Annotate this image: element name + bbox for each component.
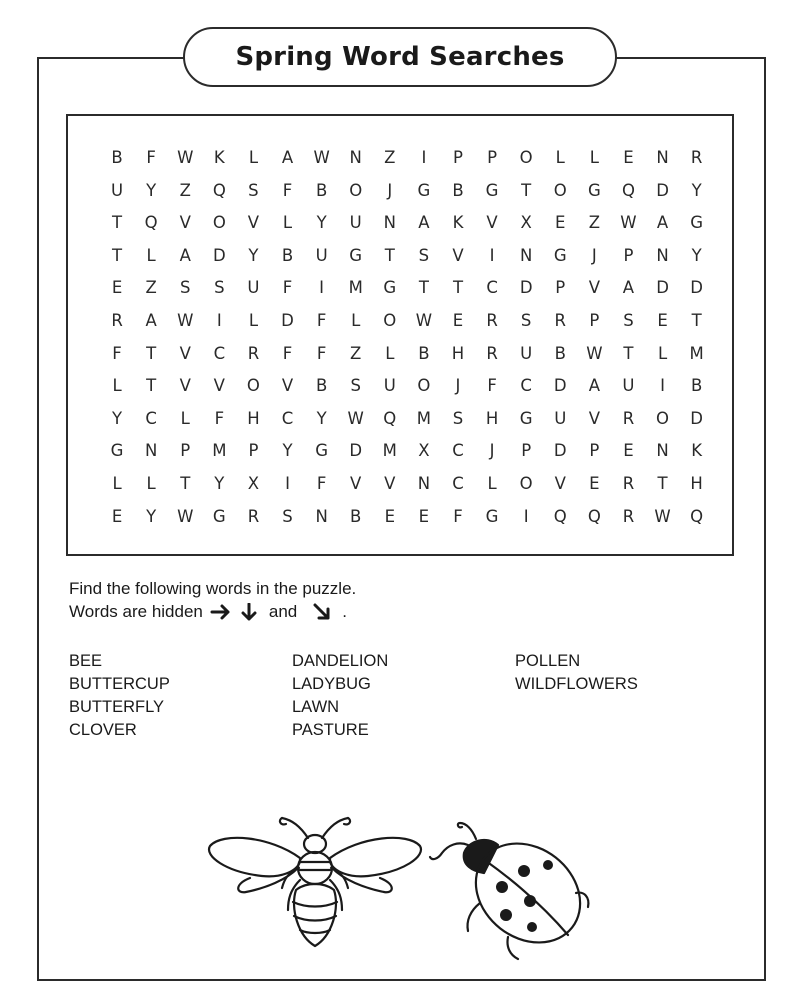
grid-letter: D bbox=[553, 441, 567, 461]
grid-letter: E bbox=[589, 473, 600, 493]
grid-letter: T bbox=[180, 473, 191, 493]
grid-letter: E bbox=[623, 148, 634, 167]
grid-letter: U bbox=[111, 180, 124, 200]
word-item: PASTURE bbox=[292, 721, 369, 739]
grid-letter: Q bbox=[212, 180, 226, 200]
grid-letter: T bbox=[691, 310, 702, 330]
word-item: POLLEN bbox=[515, 652, 581, 670]
grid-letter: X bbox=[520, 213, 532, 233]
grid-letter: Y bbox=[282, 441, 293, 461]
grid-letter: R bbox=[486, 343, 498, 363]
grid-letter: F bbox=[282, 343, 293, 363]
grid-letter: Z bbox=[350, 343, 362, 363]
grid-letter: I bbox=[421, 148, 427, 167]
grid-letter: W bbox=[347, 408, 364, 428]
grid-letter: S bbox=[248, 180, 259, 200]
page-title: Spring Word Searches bbox=[235, 42, 565, 72]
grid-letter: Z bbox=[384, 148, 396, 167]
grid-letter: L bbox=[555, 148, 565, 167]
grid-letter: S bbox=[623, 310, 634, 330]
grid-letter: G bbox=[315, 441, 328, 461]
grid-letter: F bbox=[316, 310, 327, 330]
grid-letter: K bbox=[691, 441, 703, 461]
grid-letter: A bbox=[418, 213, 430, 233]
grid-letter: T bbox=[384, 245, 395, 265]
grid-letter: W bbox=[415, 310, 433, 330]
grid-letter: M bbox=[416, 408, 432, 428]
grid-letter: P bbox=[180, 441, 191, 461]
grid-letter: E bbox=[452, 310, 464, 330]
grid-letter: U bbox=[520, 343, 533, 363]
grid-letter: U bbox=[554, 408, 567, 428]
grid-letter: W bbox=[313, 148, 330, 167]
instructions-line-1: Find the following words in the puzzle. bbox=[69, 579, 357, 598]
grid-letter: M bbox=[348, 278, 363, 298]
grid-letter: A bbox=[588, 376, 600, 396]
grid-letter: X bbox=[247, 473, 260, 493]
grid-letter: B bbox=[452, 180, 464, 200]
grid-letter: F bbox=[282, 180, 293, 200]
grid-letter: C bbox=[452, 473, 464, 493]
grid-letter: Q bbox=[553, 506, 567, 526]
grid-letter: N bbox=[656, 148, 669, 167]
word-item: LADYBUG bbox=[292, 675, 371, 693]
grid-letter: F bbox=[282, 278, 293, 298]
grid-letter: C bbox=[452, 441, 464, 461]
grid-letter: P bbox=[521, 441, 532, 461]
grid-letter: B bbox=[315, 180, 328, 200]
grid-letter: W bbox=[177, 148, 194, 167]
grid-letter: G bbox=[485, 180, 499, 200]
grid-letter: T bbox=[452, 278, 464, 298]
grid-letter: O bbox=[417, 376, 431, 396]
grid-letter: G bbox=[212, 506, 226, 526]
grid-letter: D bbox=[519, 278, 533, 298]
grid-letter: E bbox=[555, 213, 566, 233]
grid-letter: V bbox=[247, 213, 260, 233]
grid-letter: M bbox=[689, 343, 704, 363]
ladybug-illustration bbox=[428, 815, 598, 965]
grid-letter: I bbox=[660, 376, 665, 396]
grid-letter: G bbox=[417, 180, 431, 200]
grid-letter: B bbox=[554, 343, 566, 363]
grid-letter: I bbox=[523, 506, 529, 526]
grid-letter: F bbox=[316, 343, 327, 363]
grid-letter: T bbox=[112, 213, 123, 233]
grid-letter: G bbox=[110, 441, 124, 461]
bee-illustration bbox=[200, 810, 430, 950]
grid-letter: D bbox=[690, 278, 703, 298]
word-list-column-2 bbox=[292, 650, 388, 742]
grid-letter: C bbox=[520, 376, 532, 396]
grid-letter: R bbox=[622, 506, 635, 526]
grid-letter: L bbox=[657, 343, 668, 363]
grid-letter: V bbox=[588, 408, 600, 428]
grid-letter: P bbox=[453, 148, 463, 167]
grid-letter: V bbox=[452, 245, 464, 265]
grid-letter: L bbox=[112, 473, 122, 493]
grid-letter: Y bbox=[214, 473, 225, 493]
grid-letter: C bbox=[213, 343, 226, 363]
arrow-right-icon bbox=[210, 603, 232, 621]
grid-letter: U bbox=[315, 245, 328, 265]
grid-letter: R bbox=[247, 343, 260, 363]
grid-letter: T bbox=[418, 278, 429, 298]
grid-letter: J bbox=[591, 245, 597, 265]
grid-letter: N bbox=[144, 441, 158, 461]
word-item: WILDFLOWERS bbox=[515, 675, 638, 693]
grid-letter: L bbox=[112, 376, 122, 396]
grid-letter: R bbox=[690, 148, 703, 167]
grid-letter: E bbox=[418, 506, 430, 526]
grid-letter: O bbox=[519, 473, 533, 493]
grid-letter: N bbox=[417, 473, 431, 493]
grid-letter: S bbox=[452, 408, 464, 428]
grid-letter: M bbox=[212, 441, 227, 461]
grid-letter: D bbox=[349, 441, 363, 461]
grid-letter: P bbox=[487, 148, 498, 167]
grid-letter: B bbox=[690, 376, 703, 396]
grid-letter: H bbox=[485, 408, 499, 428]
grid-letter: E bbox=[111, 278, 123, 298]
grid-letter: E bbox=[657, 310, 668, 330]
grid-letter: R bbox=[111, 310, 123, 330]
grid-letter: U bbox=[383, 376, 396, 396]
grid-letter: C bbox=[486, 278, 498, 298]
grid-letter: F bbox=[316, 473, 327, 493]
grid-letter: G bbox=[383, 278, 397, 298]
arrow-down-right-icon bbox=[311, 603, 333, 621]
grid-letter: A bbox=[622, 278, 635, 298]
grid-letter: L bbox=[385, 343, 395, 363]
grid-letter: D bbox=[656, 180, 669, 200]
grid-letter: J bbox=[455, 376, 461, 396]
grid-letter: W bbox=[654, 506, 671, 526]
grid-letter: D bbox=[212, 245, 226, 265]
grid-letter: B bbox=[315, 376, 328, 396]
word-item: CLOVER bbox=[69, 721, 137, 739]
grid-letter: O bbox=[656, 408, 670, 428]
grid-letter: K bbox=[452, 213, 464, 233]
grid-letter: H bbox=[690, 473, 703, 493]
grid-letter: Q bbox=[690, 506, 704, 526]
grid-letter: O bbox=[519, 148, 533, 167]
grid-letter: R bbox=[554, 310, 566, 330]
word-list-column-1 bbox=[69, 650, 170, 742]
grid-letter: Q bbox=[587, 506, 601, 526]
grid-letter: L bbox=[146, 473, 156, 493]
grid-letter: U bbox=[622, 376, 635, 396]
grid-letter: L bbox=[282, 213, 293, 233]
grid-letter: D bbox=[281, 310, 294, 330]
grid-letter: O bbox=[553, 180, 567, 200]
grid-letter: I bbox=[285, 473, 290, 493]
grid-letter: I bbox=[216, 310, 222, 330]
instructions bbox=[69, 577, 356, 623]
grid-letter: N bbox=[520, 245, 533, 265]
grid-letter: A bbox=[281, 148, 294, 167]
grid-letter: Y bbox=[146, 506, 157, 526]
grid-letter: O bbox=[212, 213, 226, 233]
grid-letter: O bbox=[383, 310, 397, 330]
arrow-down-icon bbox=[238, 603, 260, 621]
grid-letter: P bbox=[623, 245, 634, 265]
grid-letter: I bbox=[489, 245, 495, 265]
grid-letter: K bbox=[213, 148, 225, 167]
grid-letter: W bbox=[586, 343, 603, 363]
grid-letter: V bbox=[179, 376, 191, 396]
instructions-line-2 bbox=[69, 600, 356, 623]
grid-letter: F bbox=[112, 343, 122, 363]
grid-letter: L bbox=[248, 148, 259, 167]
grid-letter: S bbox=[179, 278, 191, 298]
grid-letter: R bbox=[622, 408, 635, 428]
word-item: LAWN bbox=[292, 698, 340, 716]
grid-letter: U bbox=[247, 278, 260, 298]
grid-letter: Y bbox=[146, 180, 157, 200]
grid-letter: B bbox=[350, 506, 362, 526]
grid-letter: P bbox=[589, 310, 600, 330]
grid-letter: W bbox=[177, 506, 194, 526]
grid-letter: L bbox=[589, 148, 599, 167]
letter-grid bbox=[100, 145, 714, 536]
grid-letter: C bbox=[281, 408, 294, 428]
grid-letter: S bbox=[520, 310, 532, 330]
grid-letter: L bbox=[180, 408, 190, 428]
grid-letter: Z bbox=[588, 213, 601, 233]
grid-letter: P bbox=[555, 278, 566, 298]
grid-letter: A bbox=[656, 213, 669, 233]
grid-letter: Y bbox=[248, 245, 259, 265]
grid-letter: E bbox=[111, 506, 123, 526]
grid-letter: G bbox=[485, 506, 499, 526]
grid-letter: H bbox=[247, 408, 260, 428]
grid-letter: S bbox=[214, 278, 225, 298]
title-banner bbox=[183, 27, 617, 87]
grid-letter: F bbox=[453, 506, 463, 526]
grid-letter: O bbox=[246, 376, 260, 396]
grid-letter: F bbox=[146, 148, 156, 167]
grid-letter: Z bbox=[179, 180, 191, 200]
grid-letter: E bbox=[384, 506, 396, 526]
grid-letter: T bbox=[657, 473, 668, 493]
grid-letter: B bbox=[418, 343, 430, 363]
grid-letter: N bbox=[656, 245, 669, 265]
grid-letter: R bbox=[247, 506, 260, 526]
grid-letter: L bbox=[248, 310, 259, 330]
grid-letter: G bbox=[587, 180, 601, 200]
grid-letter: Y bbox=[691, 180, 702, 200]
grid-letter: S bbox=[418, 245, 430, 265]
instructions-period: . bbox=[342, 602, 347, 621]
grid-letter: L bbox=[487, 473, 497, 493]
grid-letter: S bbox=[350, 376, 361, 396]
grid-letter: L bbox=[351, 310, 361, 330]
grid-letter: C bbox=[145, 408, 157, 428]
grid-letter: Z bbox=[145, 278, 157, 298]
grid-letter: I bbox=[319, 278, 325, 298]
grid-letter: Y bbox=[316, 213, 327, 233]
word-item: BEE bbox=[69, 652, 103, 670]
grid-letter: N bbox=[315, 506, 328, 526]
grid-letter: V bbox=[179, 213, 191, 233]
grid-letter: L bbox=[146, 245, 156, 265]
grid-letter: W bbox=[177, 310, 194, 330]
grid-letter: F bbox=[214, 408, 225, 428]
grid-letter: T bbox=[146, 376, 157, 396]
grid-letter: Y bbox=[112, 408, 123, 428]
word-item: BUTTERFLY bbox=[69, 698, 165, 716]
grid-letter: P bbox=[589, 441, 600, 461]
grid-letter: E bbox=[623, 441, 634, 461]
grid-letter: M bbox=[382, 441, 397, 461]
grid-letter: V bbox=[554, 473, 566, 493]
grid-letter: A bbox=[145, 310, 157, 330]
grid-letter: T bbox=[112, 245, 123, 265]
grid-letter: D bbox=[690, 408, 703, 428]
grid-letter: P bbox=[248, 441, 259, 461]
grid-letter: Y bbox=[691, 245, 702, 265]
grid-letter: Q bbox=[621, 180, 635, 200]
grid-letter: J bbox=[387, 180, 393, 200]
grid-letter: V bbox=[588, 278, 600, 298]
grid-letter: B bbox=[111, 148, 123, 167]
word-list-column-3 bbox=[515, 650, 638, 696]
grid-letter: D bbox=[656, 278, 669, 298]
grid-letter: V bbox=[179, 343, 191, 363]
grid-letter: G bbox=[349, 245, 363, 265]
grid-letter: R bbox=[622, 473, 635, 493]
grid-letter: T bbox=[623, 343, 634, 363]
word-item: BUTTERCUP bbox=[69, 675, 170, 693]
grid-letter: G bbox=[519, 408, 533, 428]
grid-letter: Q bbox=[383, 408, 397, 428]
grid-letter: A bbox=[179, 245, 191, 265]
grid-letter: T bbox=[521, 180, 532, 200]
grid-letter: O bbox=[349, 180, 363, 200]
grid-letter: N bbox=[349, 148, 362, 167]
grid-letter: H bbox=[451, 343, 465, 363]
grid-letter: V bbox=[281, 376, 294, 396]
grid-letter: G bbox=[553, 245, 567, 265]
grid-letter: D bbox=[553, 376, 567, 396]
grid-letter: T bbox=[146, 343, 157, 363]
instructions-prefix: Words are hidden bbox=[69, 602, 203, 621]
grid-letter: U bbox=[349, 213, 362, 233]
grid-letter: V bbox=[384, 473, 396, 493]
grid-letter: F bbox=[487, 376, 497, 396]
word-item: DANDELION bbox=[292, 652, 389, 670]
grid-letter: V bbox=[486, 213, 498, 233]
grid-letter: S bbox=[282, 506, 293, 526]
grid-letter: R bbox=[486, 310, 498, 330]
grid-letter: X bbox=[418, 441, 430, 461]
grid-letter: N bbox=[656, 441, 669, 461]
grid-letter: W bbox=[620, 213, 637, 233]
grid-letter: V bbox=[350, 473, 362, 493]
grid-letter: Y bbox=[316, 408, 327, 428]
grid-letter: J bbox=[489, 441, 495, 461]
instructions-and: and bbox=[268, 602, 298, 621]
grid-letter: G bbox=[690, 213, 704, 233]
grid-letter: V bbox=[213, 376, 225, 396]
grid-letter: N bbox=[383, 213, 396, 233]
grid-letter: B bbox=[281, 245, 294, 265]
grid-letter: Q bbox=[144, 213, 158, 233]
